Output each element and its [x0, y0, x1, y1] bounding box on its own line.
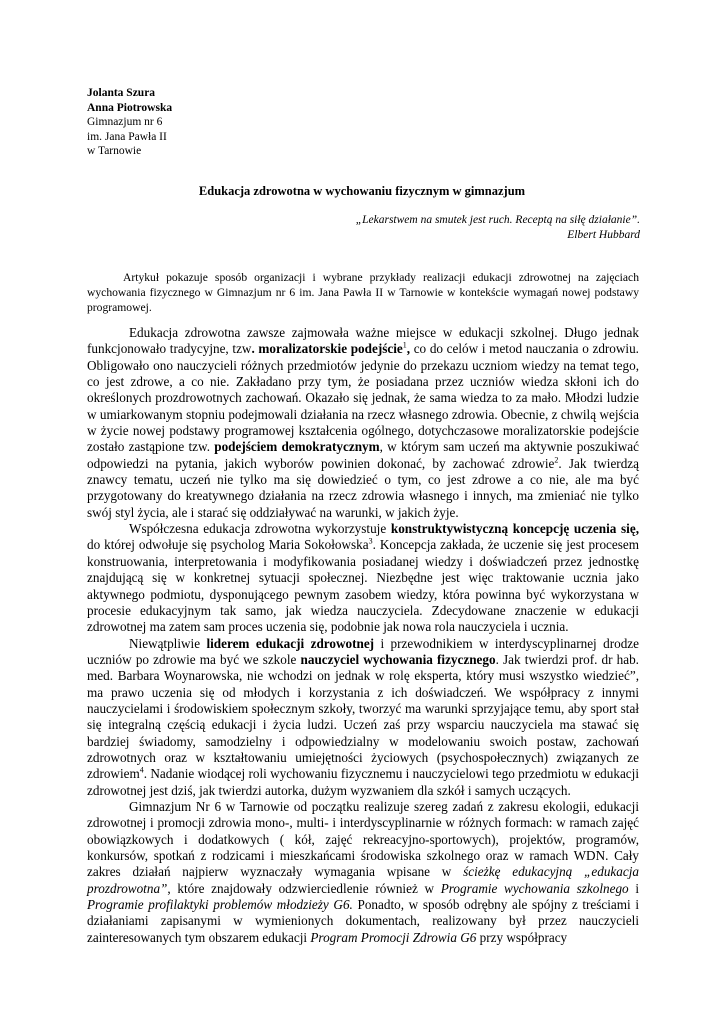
school-patron: im. Jana Pawła II — [87, 130, 167, 143]
motto — [356, 213, 640, 243]
author-name: Jolanta Szura — [87, 87, 156, 99]
abstract: Artykuł pokazuje sposób organizacji i wybrane przykłady realizacji edukacji zdrowotnej na zajęciach wychowania fizycznego w Gimnazjum nr 6 im. Jana Pawła II w Tarnowie w kontekście wymagań nowej podstawy programowej. — [87, 271, 639, 314]
author-block — [87, 86, 172, 159]
paragraph: Współczesna edukacja zdrowotna wykorzystuje konstruktywistyczną koncepcję uczenia się, do której odwołuje się psycholog Maria Sokołowska$^3$. Koncepcja zakłada, że uczenie się jest procesem konstruowania, interpretowania i modyfikowania posiadanej wiedzy i doświadczeń przez jednostkę znajdującą się w konkretnej sytuacji społecznej. Niezbędne jest więc traktowanie ucznia jako aktywnego podmiotu, dysponującego pewnym zasobem wiedzy, która powinna być wykorzystana w procesie edukacyjnym tak samo, jak wiedza nauczyciela. Zdecydowane znaczenie w edukacji zdrowotnej ma zatem sam proces uczenia się, podobnie jak nowa rola nauczyciela i ucznia. — [87, 521, 639, 635]
footnote-ref: 3 — [368, 537, 373, 547]
motto-author: Elbert Hubbard — [567, 229, 640, 241]
article-body — [87, 325, 639, 946]
footnote-ref: 2 — [554, 455, 559, 465]
author-name: Anna Piotrowska — [87, 101, 173, 114]
school-name: Gimnazjum nr 6 — [87, 116, 163, 129]
paragraph: Edukacja zdrowotna zawsze zajmowała ważne miejsce w edukacji szkolnej. Długo jednak funkcjonowało tradycyjne, tzw. moralizatorskie podejście$^1$, co do celów i metod nauczania o zdrowiu. Obligowało ono nauczycieli różnych przedmiotów jedynie do przekazu uczniom wiedzy na temat tego, co jest zdrowe, a co nie. Zakładano przy tym, że posiadana przez uczniów wiedza skłoni ich do określonych prozdrowotnych zachowań. Okazało się jednak, że sama wiedza to za mało. Młodzi ludzie w umiarkowanym stopniu podejmowali działania na rzecz własnego zdrowia. Obecnie, z chwilą wejścia w życie nowej podstawy programowej kształcenia ogólnego, dotychczasowe moralizatorskie podejście zostało zastąpione tzw. podejściem demokratycznym, w którym sam uczeń ma aktywnie poszukiwać odpowiedzi na pytania, jakich wyborów powinien dokonać, by zachować zdrowie$^2$. Jak twierdzą znawcy tematu, uczeń nie tylko ma się dowiedzieć o tym, co jest zdrowe a co nie, ale ma być przygotowany do kreatywnego działania na rzecz zdrowia własnego i innych, ma zmieniać nie tylko swój styl życia, ale i starać się oddziaływać na warunki, w jakich żyje. — [87, 325, 639, 520]
footnote-ref: 4 — [139, 765, 144, 775]
article-title: Edukacja zdrowotna w wychowaniu fizycznym w gimnazjum — [198, 184, 526, 198]
motto-quote: „Lekarstwem na smutek jest ruch. Receptą na siłę działanie”. — [355, 214, 640, 226]
footnote-ref: 1 — [402, 340, 407, 350]
paragraph: Niewątpliwie liderem edukacji zdrowotnej i przewodnikiem w interdyscyplinarnej drodze uczniów po zdrowie ma być we szkole nauczyciel wychowania fizycznego. Jak twierdzi prof. dr hab. med. Barbara Woynarowska, nie wchodzi on jednak w rolę eksperta, który musi wszystko wiedzieć”, ma prawo uczenia się od młodych i korzystania z ich doświadczeń. We współpracy z innymi nauczycielami i środowiskiem społecznym szkoły, tworzyć ma warunki sprzyjające temu, aby sport stał się integralną częścią edukacji i życia ludzi. Uczeń zaś przy wsparciu nauczyciela ma stawać się bardziej świadomy, samodzielny i odpowiedzialny w modelowaniu swoich postaw, zachowań zdrowotnych oraz w kształtowaniu umiejętności życiowych (psychospołecznych) związanych ze zdrowiem$^4$. Nadanie wiodącej roli wychowaniu fizycznemu i nauczycielowi tego przedmiotu w edukacji zdrowotnej jest dziś, jak twierdzi autorka, dużym wyzwaniem dla szkół i samych uczących. — [87, 635, 639, 798]
paragraph: Gimnazjum Nr 6 w Tarnowie od początku realizuje szereg zadań z zakresu ekologii, edukacji zdrowotnej i promocji zdrowia mono-, multi- i interdyscyplinarnie w różnych formach: w ramach zajęć obowiązkowych i dodatkowych ( kół, zajęć rekreacyjno-sportowych), projektów, programów, konkursów, spotkań z rodzicami i mieszkańcami środowiska szkolnego oraz w ramach WDN. Cały zakres działań najpierw wyznaczały wymagania wpisane w ścieżkę edukacyjną „edukacja prozdrowotna”, które znajdowały odzwierciedlenie również w Programie wychowania szkolnego i Programie profilaktyki problemów młodzieży G6. Ponadto, w sposób odrębny ale spójny z treściami i działaniami zapisanymi w wymienionych dokumentach, realizowany był przez nauczycieli zainteresowanych tym obszarem edukacji Program Promocji Zdrowia G6 przy współpracy — [87, 798, 639, 945]
school-city: w Tarnowie — [87, 145, 142, 158]
